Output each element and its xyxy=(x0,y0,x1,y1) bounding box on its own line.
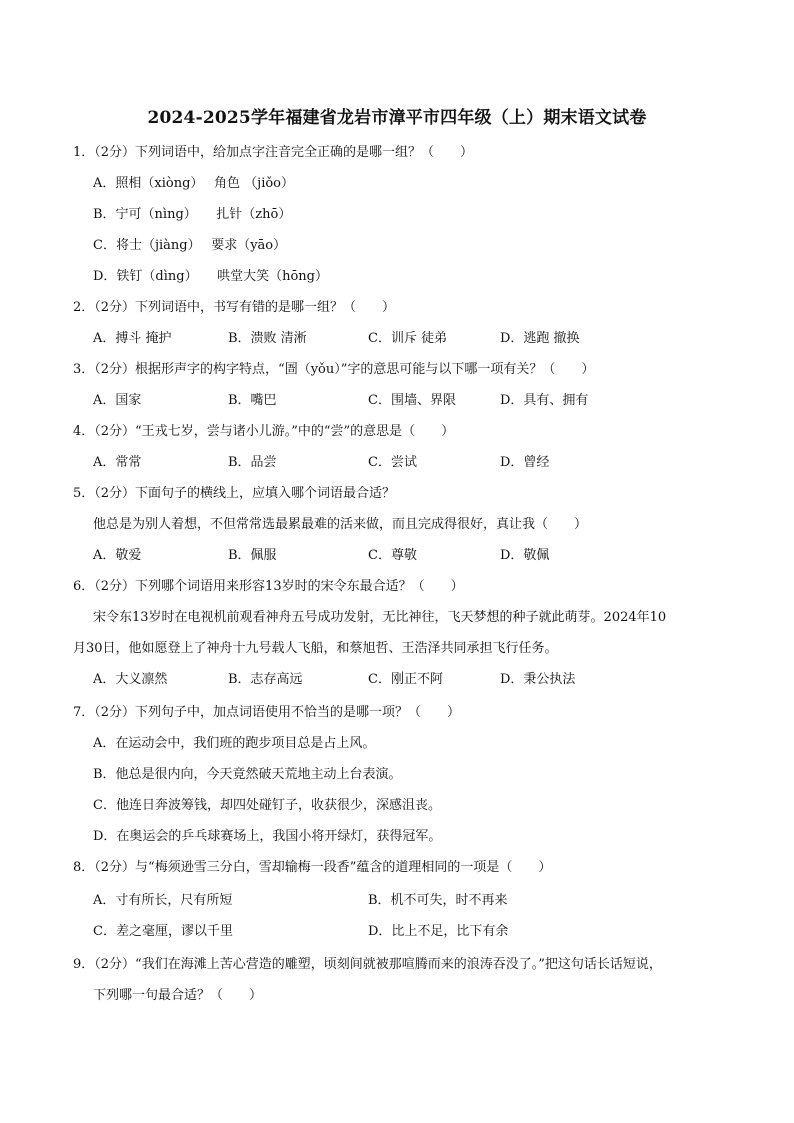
question-6-passage-line-1: 宋令东13岁时在电视机前观看神舟五号成功发射，无比神往，飞天梦想的种子就此萌芽。2024年10 xyxy=(93,610,667,625)
question-5-sentence: 他总是为别人着想，不但常常选最累最难的活来做，而且完成得很好，真让我（ ） xyxy=(93,517,588,532)
question-2-option-a: A．搏斗 掩护 xyxy=(93,331,172,346)
question-4-option-b: B．品尝 xyxy=(228,455,277,470)
question-2-option-d: D．逃跑 撤换 xyxy=(500,331,580,346)
question-2-option-c: C．训斥 徒弟 xyxy=(368,331,448,346)
question-2-option-b: B．溃败 清淅 xyxy=(228,331,307,346)
question-6-stem: 6．（2分）下列哪个词语用来形容13岁时的宋令东最合适？（ ） xyxy=(73,579,464,594)
question-5-stem: 5．（2分）下面句子的横线上，应填入哪个词语最合适？ xyxy=(73,486,396,501)
question-3-option-b: B．嘴巴 xyxy=(228,393,277,408)
question-8-option-c: C．差之毫厘，谬以千里 xyxy=(93,924,233,939)
question-6-option-d: D．秉公执法 xyxy=(500,672,576,687)
question-6-passage-line-2: 月30日，他如愿登上了神舟十九号载人飞船，和蔡旭哲、王浩泽共同承担飞行任务。 xyxy=(73,641,558,656)
question-1-option-d: D．铁钉（dìng） 哄堂大笑（hōng） xyxy=(93,269,328,284)
question-3-option-d: D．具有、拥有 xyxy=(500,393,589,408)
question-3-stem: 3．（2分）根据形声字的构字特点，“圄（yǒu）”字的意思可能与以下哪一项有关？（ ） xyxy=(73,362,595,377)
question-7-option-b: B．他总是很内向，今天竟然破天荒地主动上台表演。 xyxy=(93,767,402,782)
question-1-option-b: B．宁可（nìng） 扎针（zhō） xyxy=(93,207,292,222)
question-5-option-a: A．敬爱 xyxy=(93,548,142,563)
page-title: 2024-2025学年福建省龙岩市漳平市四年级（上）期末语文试卷 xyxy=(147,108,647,128)
question-3-option-a: A．国家 xyxy=(93,393,142,408)
question-7-option-d: D．在奥运会的乒乓球赛场上，我国小将开绿灯，获得冠军。 xyxy=(93,829,442,844)
question-8-option-d: D．比上不足，比下有余 xyxy=(368,924,509,939)
question-1-option-a: A．照相（xiòng） 角色 （jiǒo） xyxy=(93,176,295,191)
question-9-stem-line-1: 9．（2分）“我们在海滩上苦心营造的雕塑，顷刻间就被那喧腾而来的浪涛吞没了。”把这句话长话短说， xyxy=(73,957,662,972)
question-9-stem-line-2: 下列哪一句最合适？（ ） xyxy=(93,988,263,1003)
question-5-option-b: B．佩服 xyxy=(228,548,277,563)
question-1-stem: 1．（2分）下列词语中，给加点字注音完全正确的是哪一组？（ ） xyxy=(73,145,474,160)
question-6-option-a: A．大义凛然 xyxy=(93,672,168,687)
question-7-stem: 7．（2分）下列句子中，加点词语使用不恰当的是哪一项？（ ） xyxy=(73,705,461,720)
question-2-stem: 2．（2分）下列词语中，书写有错的是哪一组？（ ） xyxy=(73,300,396,315)
question-7-option-a: A．在运动会中，我们班的跑步项目总是占上风。 xyxy=(93,736,376,751)
question-3-option-c: C．围墙、界限 xyxy=(368,393,456,408)
question-5-option-d: D．敬佩 xyxy=(500,548,550,563)
question-4-stem: 4．（2分）“王戎七岁，尝与诸小儿游。”中的“尝”的意思是（ ） xyxy=(73,424,455,439)
question-1-option-c: C．将士（jiàng） 要求（yāo） xyxy=(93,238,287,253)
question-8-stem: 8．（2分）与“梅须逊雪三分白，雪却输梅一段香”蕴含的道理相同的一项是（ ） xyxy=(73,860,552,875)
question-8-option-a: A．寸有所长，尺有所短 xyxy=(93,893,233,908)
question-4-option-c: C．尝试 xyxy=(368,455,417,470)
question-6-option-c: C．刚正不阿 xyxy=(368,672,443,687)
question-6-option-b: B．志存高远 xyxy=(228,672,303,687)
question-4-option-d: D．曾经 xyxy=(500,455,550,470)
question-4-option-a: A．常常 xyxy=(93,455,142,470)
question-5-option-c: C．尊敬 xyxy=(368,548,417,563)
question-8-option-b: B．机不可失，时不再来 xyxy=(368,893,508,908)
question-7-option-c: C．他连日奔波筹钱，却四处碰钉子，收获很少，深感沮丧。 xyxy=(93,798,441,813)
